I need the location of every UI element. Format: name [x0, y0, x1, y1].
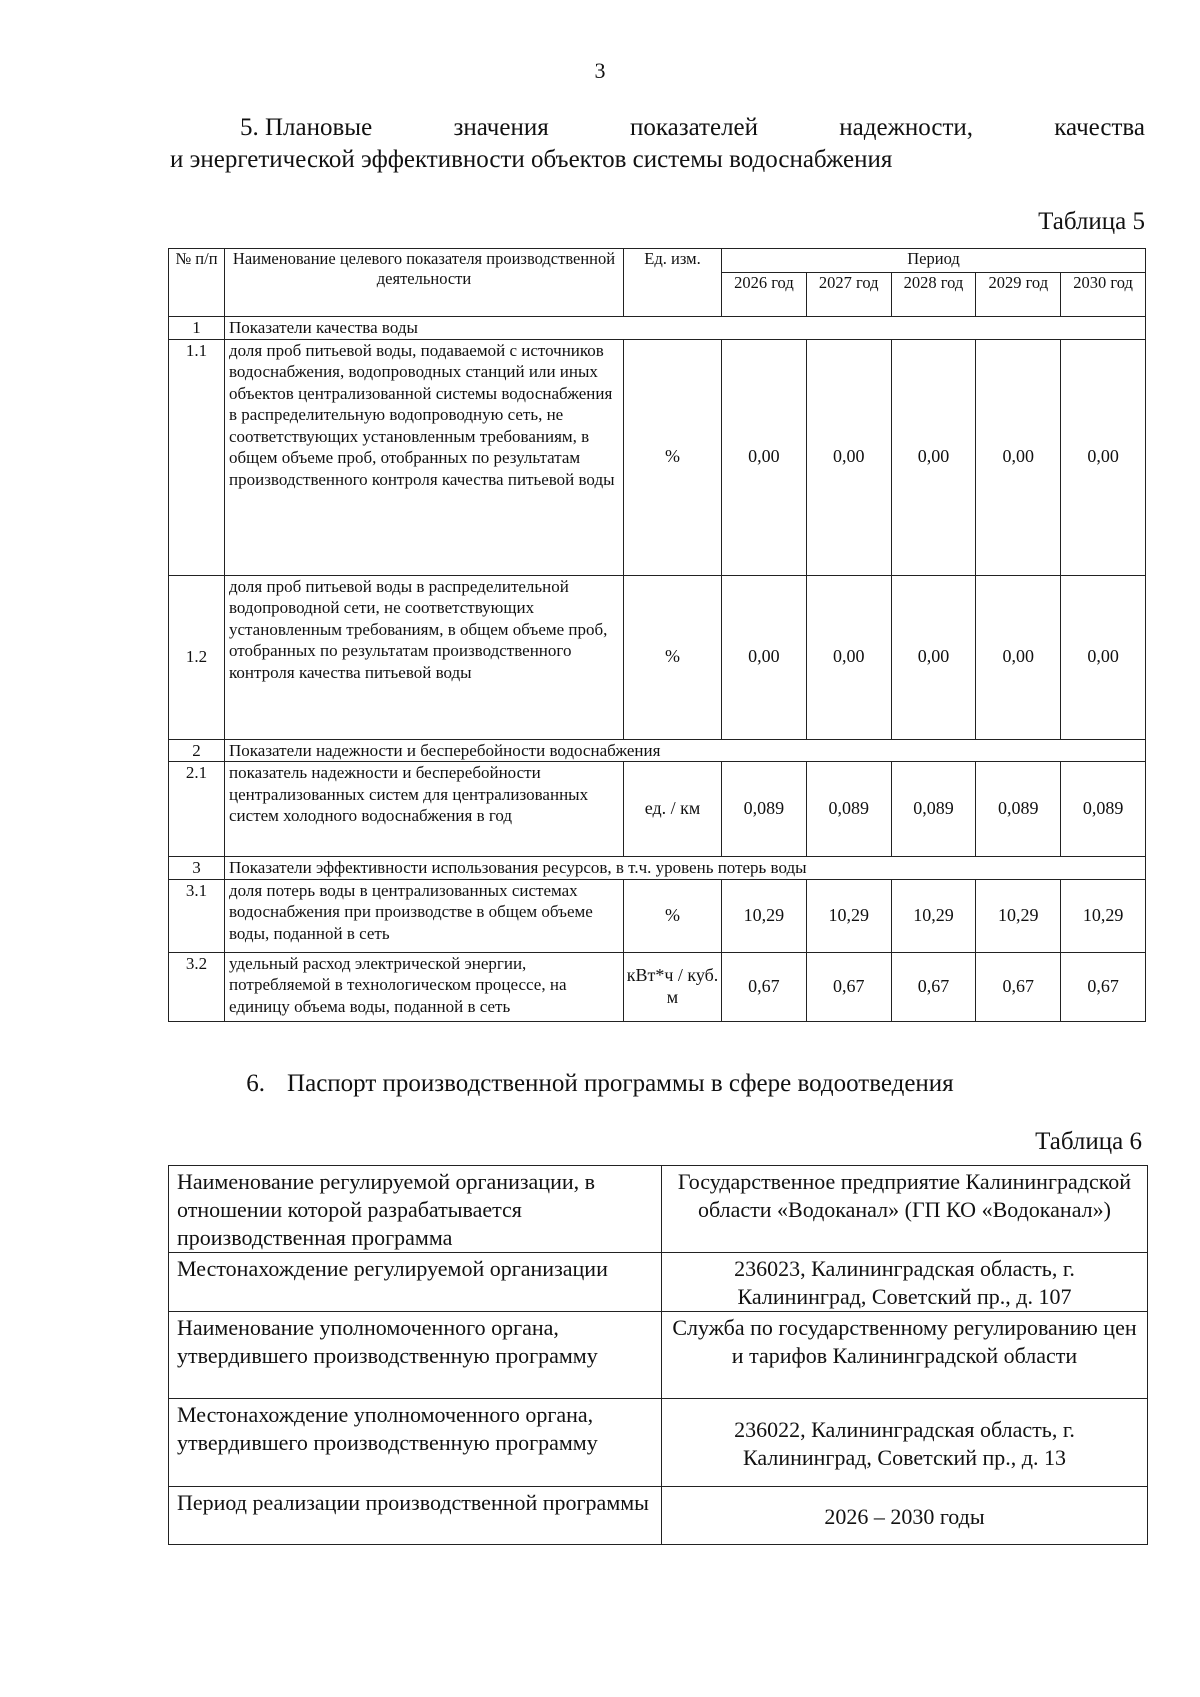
row-unit: кВт*ч / куб. м [624, 952, 722, 1021]
table-6 [168, 1165, 1148, 1545]
row-value: 0,67 [722, 952, 807, 1021]
row-value: 2026 – 2030 годы [662, 1487, 1148, 1545]
heading-word: показателей [629, 114, 759, 141]
section-title: Показатели эффективности использования ресурсов, в т.ч. уровень потерь воды [225, 857, 1146, 880]
row-label: Местонахождение уполномоченного органа, утвердившего производственную программу [169, 1399, 662, 1487]
row-value: 0,67 [891, 952, 976, 1021]
table-row [169, 1399, 1148, 1487]
row-value: 236023, Калининградская область, г. Калининград, Советский пр., д. 107 [662, 1253, 1148, 1312]
row-value: 0,67 [806, 952, 891, 1021]
row-name: доля проб питьевой воды в распределительной водопроводной сети, не соответствующих установленным требованиям, в общем объеме проб, отобранных по результатам производственного контроля качества питьевой воды [225, 575, 624, 739]
heading-word: качества [1054, 114, 1145, 141]
section-5-heading-line2: и энергетической эффективности объектов системы водоснабжения [170, 146, 893, 173]
section-num: 2 [169, 739, 225, 762]
section-num: 3 [169, 857, 225, 880]
table-row [169, 879, 1146, 952]
table-6-caption: Таблица 6 [1035, 1128, 1142, 1155]
row-value: 10,29 [891, 879, 976, 952]
header-year: 2026 год [722, 273, 807, 317]
row-value: Служба по государственному регулированию цен и тарифов Калининградской области [662, 1312, 1148, 1399]
row-value: 10,29 [722, 879, 807, 952]
heading-word: значения [453, 114, 549, 141]
row-name: удельный расход электрической энергии, потребляемой в технологическом процессе, на единицу объема воды, поданной в сеть [225, 952, 624, 1021]
row-value: 236022, Калининградская область, г. Калининград, Советский пр., д. 13 [662, 1399, 1148, 1487]
row-value: 0,00 [976, 575, 1061, 739]
page-number: 3 [594, 58, 606, 83]
row-value: 0,67 [1061, 952, 1146, 1021]
row-label: Местонахождение регулируемой организации [169, 1253, 662, 1312]
row-value: 0,089 [806, 762, 891, 857]
row-unit: % [624, 575, 722, 739]
header-num: № п/п [169, 249, 225, 317]
row-value: 0,00 [891, 575, 976, 739]
row-value: Государственное предприятие Калининградской области «Водоканал» (ГП КО «Водоканал») [662, 1166, 1148, 1253]
row-value: 0,00 [722, 339, 807, 575]
header-year: 2027 год [806, 273, 891, 317]
section-6-title: Паспорт производственной программы в сфере водоотведения [287, 1070, 954, 1097]
row-value: 10,29 [1061, 879, 1146, 952]
row-value: 0,089 [722, 762, 807, 857]
section-row [169, 739, 1146, 762]
table-row [169, 762, 1146, 857]
header-year: 2030 год [1061, 273, 1146, 317]
header-name: Наименование целевого показателя производственной деятельности [225, 249, 624, 317]
row-label: Наименование уполномоченного органа, утвердившего производственную программу [169, 1312, 662, 1399]
row-value: 0,089 [976, 762, 1061, 857]
heading-word: надежности, [839, 114, 973, 141]
table-5-header-row [169, 249, 1146, 273]
row-name: показатель надежности и бесперебойности централизованных систем для централизованных систем холодного водоснабжения в год [225, 762, 624, 857]
section-5-heading [170, 112, 1145, 176]
row-num: 1.2 [169, 575, 225, 739]
header-unit: Ед. изм. [624, 249, 722, 317]
row-unit: % [624, 879, 722, 952]
table-row [169, 339, 1146, 575]
section-6-heading [0, 1070, 1200, 1098]
row-value: 0,67 [976, 952, 1061, 1021]
row-label: Период реализации производственной программы [169, 1487, 662, 1545]
header-year: 2028 год [891, 273, 976, 317]
row-unit: % [624, 339, 722, 575]
table-row [169, 1166, 1148, 1253]
table-row [169, 575, 1146, 739]
header-year: 2029 год [976, 273, 1061, 317]
section-row [169, 857, 1146, 880]
section-title: Показатели надежности и бесперебойности водоснабжения [225, 739, 1146, 762]
heading-word: 5. Плановые [240, 114, 373, 141]
row-value: 0,00 [1061, 339, 1146, 575]
section-title: Показатели качества воды [225, 317, 1146, 340]
row-unit: ед. / км [624, 762, 722, 857]
row-num: 1.1 [169, 339, 225, 575]
row-value: 0,00 [722, 575, 807, 739]
table-row [169, 1312, 1148, 1399]
row-value: 0,00 [891, 339, 976, 575]
section-num: 1 [169, 317, 225, 340]
row-value: 0,00 [976, 339, 1061, 575]
table-5 [168, 248, 1146, 1022]
row-label: Наименование регулируемой организации, в отношении которой разрабатывается производственная программа [169, 1166, 662, 1253]
row-value: 0,00 [806, 575, 891, 739]
table-row [169, 1487, 1148, 1545]
row-value: 10,29 [806, 879, 891, 952]
row-num: 2.1 [169, 762, 225, 857]
row-value: 0,089 [891, 762, 976, 857]
row-value: 0,00 [806, 339, 891, 575]
row-num: 3.2 [169, 952, 225, 1021]
row-name: доля потерь воды в централизованных системах водоснабжения при производстве в общем объеме воды, поданной в сеть [225, 879, 624, 952]
section-6-number: 6. [246, 1070, 266, 1097]
row-num: 3.1 [169, 879, 225, 952]
row-name: доля проб питьевой воды, подаваемой с источников водоснабжения, водопроводных станций или иных объектов централизованной системы водоснабжения в распределительную водопроводную сеть, не соответствующих установленным требованиям, в общем объеме проб, отобранных по результатам производственного контроля качества питьевой воды [225, 339, 624, 575]
row-value: 10,29 [976, 879, 1061, 952]
table-row [169, 952, 1146, 1021]
section-row [169, 317, 1146, 340]
row-value: 0,089 [1061, 762, 1146, 857]
section-5-heading-line1 [170, 112, 1145, 144]
table-row [169, 1253, 1148, 1312]
row-value: 0,00 [1061, 575, 1146, 739]
table-5-caption: Таблица 5 [1038, 208, 1145, 235]
header-period: Период [722, 249, 1146, 273]
